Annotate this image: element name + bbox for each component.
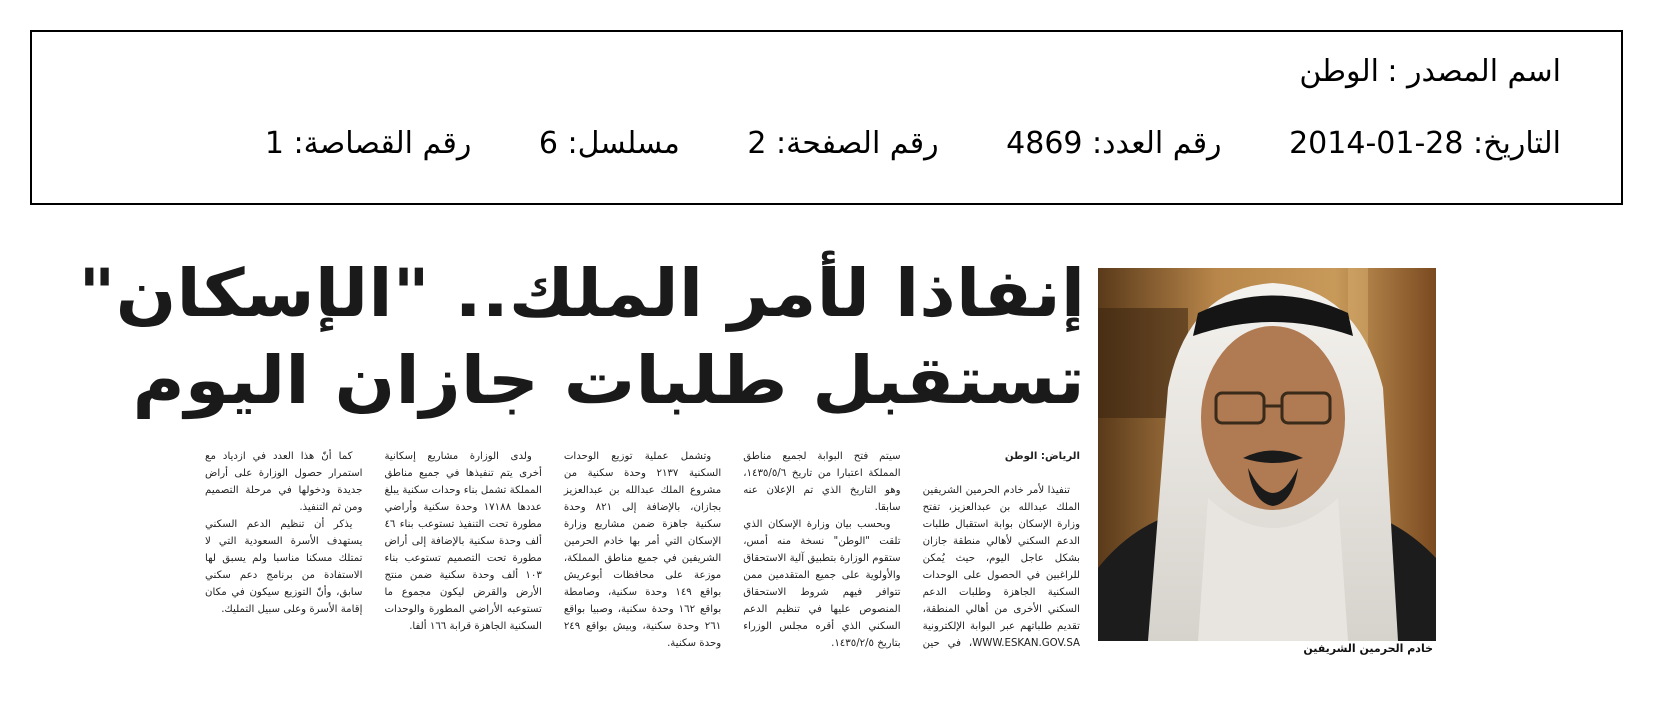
page-number-field: رقم الصفحة: 2 bbox=[747, 126, 939, 161]
source-value: الوطن bbox=[1299, 54, 1379, 89]
date-field: التاريخ: 28-01-2014 bbox=[1289, 126, 1561, 161]
source-label: اسم المصدر : bbox=[1387, 54, 1561, 89]
details-line bbox=[265, 126, 1561, 161]
source-line bbox=[1299, 54, 1561, 89]
headline-line-2: تستقبل طلبات جازان اليوم bbox=[132, 342, 1085, 419]
clipping-metadata-box bbox=[30, 30, 1623, 205]
article-paragraph: يذكر أن تنظيم الدعم السكني يستهدف الأسرة السعودية التي لا تمتلك مسكنا مناسبا ولم يسبق لها الاستفادة من برنامج دعم سكني سابق، وأنّ التوزيع سيكون في مكان إقامة الأسرة وعلى سبيل التمليك. bbox=[205, 519, 363, 615]
article-paragraph: وبحسب بيان وزارة الإسكان الذي تلقت "الوطن" نسخة منه أمس، ستقوم الوزارة بتطبيق آلية الاستحقاق والأولوية على جميع المتقدمين ممن تتوافر فيهم شروط الاستحقاق المنصوص عليها في تنظيم الدعم السكني الذي أقره مجلس الوزراء بتاريخ ١٤٣٥/٢/٥. bbox=[743, 519, 901, 649]
serial-field: مسلسل: 6 bbox=[538, 126, 680, 161]
article-paragraph: تنفيذا لأمر خادم الحرمين الشريفين الملك عبدالله بن عبدالعزيز، تفتح وزارة الإسكان بوابة استقبال طلبات الدعم السكني لأهالي منطقة جازان بشكل عاجل اليوم، حيث يُمكن للراغبين في الحصول على الوحدات السكنية الجاهزة وطلبات الدعم السكني الأخرى من أهالي المنطقة، تقديم طلباتهم عبر البوابة الإلكترونية WWW.ESKAN.GOV.SA، في حين سيتم فتح البوابة لجميع مناطق المملكة اعتبارا من تاريخ ١٤٣٥/٥/٦، وهو التاريخ الذي تم الإعلان عنه سابقا. bbox=[743, 451, 1080, 649]
photo-caption: خادم الحرمين الشريفين bbox=[1303, 642, 1433, 655]
article-paragraph: ولدى الوزارة مشاريع إسكانية أخرى يتم تنفيذها في جميع مناطق المملكة تشمل بناء وحدات سكنية يبلغ عددها ١٧١٨٨ وحدة سكنية وأراضي مطورة تحت التنفيذ تستوعب بناء ٤٦ ألف وحدة سكنية بالإضافة إلى أراض مطورة تحت التصميم تستوعب بناء ١٠٣ ألف وحدة سكنية ضمن منتج الأرض والقرض ليكون مجموع ما تستوعبه الأراضي المطورة والوحدات السكنية الجاهزة قرابة ١٦٦ ألفا. bbox=[384, 451, 542, 632]
headline-line-1: إنفاذا لأمر الملك.. "الإسكان" bbox=[78, 255, 1085, 332]
article-paragraph: كما أنّ هذا العدد في ازدياد مع استمرار حصول الوزارة على أراض جديدة ودخولها في مرحلة التصميم ومن ثم التنفيذ. bbox=[205, 451, 363, 513]
article-dateline: الرياض: الوطن bbox=[1004, 451, 1080, 462]
article-paragraph: وتشمل عملية توزيع الوحدات السكنية ٢١٣٧ وحدة سكنية من مشروع الملك عبدالله بن عبدالعزيز بجازان، بالإضافة إلى ٨٢١ وحدة سكنية جاهزة ضمن مشاريع وزارة الإسكان التي أمر بها خادم الحرمين الشريفين في جميع مناطق المملكة، موزعة على محافظات أبوعريش بواقع ١٤٩ وحدة سكنية، وصامطة بواقع ١٦٢ وحدة سكنية، وصبيا بواقع ٢٦١ وحدة سكنية، وبيش بواقع ٢٤٩ وحدة سكنية. bbox=[563, 451, 722, 649]
article-body bbox=[205, 448, 1080, 660]
issue-number-field: رقم العدد: 4869 bbox=[1006, 126, 1222, 161]
clipping-number-field: رقم القصاصة: 1 bbox=[264, 126, 472, 161]
portrait-photo bbox=[1098, 268, 1436, 641]
portrait-illustration bbox=[1098, 268, 1436, 641]
